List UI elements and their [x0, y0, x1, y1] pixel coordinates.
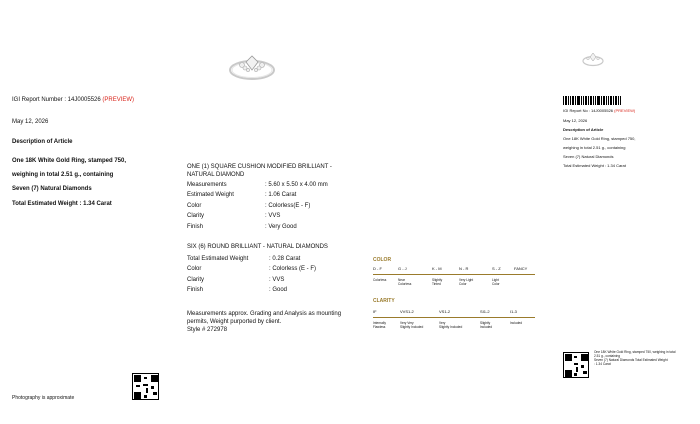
- section1-title-line2: NATURAL DIAMOND: [187, 172, 245, 178]
- right-description-line-3: Seven (7) Natural Diamonds: [563, 154, 614, 159]
- clarity-desc: Very Slightly Included: [439, 321, 463, 329]
- clarity-scale: [373, 309, 535, 329]
- ring-photo-main: [224, 50, 280, 84]
- grading-note: [187, 310, 341, 334]
- section1-row: [187, 212, 367, 222]
- clarity-grades: [373, 309, 535, 316]
- section1-row: [187, 191, 367, 201]
- clarity-grade: VS1-2: [439, 309, 451, 314]
- section2-row: [187, 265, 367, 275]
- row-label: Clarity: [187, 213, 205, 220]
- section1-row: [187, 181, 367, 191]
- color-scale: [373, 266, 535, 286]
- right-small-line-3: Seven (7) Natural Diamonds Total Estimated Weight: [594, 358, 668, 362]
- color-grade: FANCY: [514, 266, 528, 271]
- report-number-label: IGI Report Number : 14J0005526: [12, 97, 101, 103]
- color-grades: [373, 266, 535, 273]
- clarity-descs: [373, 321, 535, 329]
- right-small-line-1: One 18K White Gold Ring, stamped 750, weighing in total: [594, 350, 676, 354]
- clarity-desc: Slightly Included: [480, 321, 493, 329]
- description-line-2: weighing in total 2.51 g., containing: [12, 172, 114, 178]
- color-descs: [373, 278, 535, 286]
- section1-row: [187, 202, 367, 212]
- color-grade: G - J: [398, 266, 407, 271]
- row-value: : 0.28 Carat: [269, 256, 301, 262]
- clarity-scale-divider: [373, 317, 535, 318]
- color-desc: Light Color: [492, 278, 500, 286]
- section1-table: [187, 181, 367, 233]
- clarity-grade: IF: [373, 309, 377, 314]
- section1-title-line1: ONE (1) SQUARE CUSHION MODIFIED BRILLIANT -: [187, 164, 332, 170]
- row-label: Estimated Weight: [187, 192, 234, 199]
- right-description-line-2: weighing in total 2.51 g., containing: [563, 145, 626, 150]
- photo-note: Photography is approximate: [12, 395, 75, 401]
- qr-code-icon: [563, 352, 589, 378]
- row-value: : Colorless(E - F): [265, 202, 311, 209]
- right-small-line-4: : 1.34 Carat: [594, 362, 611, 366]
- right-description-heading: Description of Article: [563, 127, 604, 132]
- clarity-desc: Included: [510, 321, 523, 325]
- right-report-number: [563, 108, 635, 113]
- section1-row: [187, 223, 367, 233]
- row-value: : Colorless (E - F): [269, 266, 317, 273]
- style-number: Style # 272978: [187, 327, 228, 333]
- color-grade: K - M: [432, 266, 442, 271]
- color-grade: N - R: [459, 266, 469, 271]
- section2-table: [187, 255, 367, 297]
- row-value: : Good: [269, 287, 288, 294]
- row-label: Finish: [187, 287, 204, 294]
- section2-row: [187, 286, 367, 296]
- row-value: : VVS: [269, 276, 285, 283]
- color-desc: [514, 278, 535, 286]
- color-desc: Near Colorless: [398, 278, 412, 286]
- row-value: : 1.06 Carat: [265, 192, 297, 199]
- row-label: Clarity: [187, 276, 205, 283]
- grading-note-line2: permits, Weight purported by client.: [187, 319, 282, 325]
- clarity-desc: Very Very Slightly Included: [400, 321, 424, 329]
- row-value: : 5.60 x 5.50 x 4.00 mm: [265, 182, 328, 188]
- section2-title: SIX (6) ROUND BRILLIANT - NATURAL DIAMONDS: [187, 244, 328, 250]
- color-grade: S - Z: [492, 266, 501, 271]
- right-preview-tag: (PREVIEW): [614, 108, 636, 113]
- preview-tag: (PREVIEW): [102, 97, 135, 103]
- row-value: : Very Good: [265, 223, 297, 230]
- color-scale-heading: COLOR: [373, 257, 392, 263]
- color-scale-divider: [373, 274, 535, 275]
- report-number: [12, 96, 134, 104]
- section2-row: [187, 276, 367, 286]
- ring-photo-icon: [580, 50, 606, 68]
- description-line-4: Total Estimated Weight : 1.34 Carat: [12, 201, 112, 207]
- color-desc: Very Light Color: [459, 278, 474, 286]
- row-label: Finish: [187, 223, 204, 230]
- color-grade: D - F: [373, 266, 382, 271]
- report-date: May 12, 2026: [12, 119, 49, 125]
- row-value: : VVS: [265, 213, 281, 220]
- section1-title: [187, 163, 332, 179]
- right-small-description: [594, 350, 694, 366]
- right-small-line-2: 2.51 g., containing: [594, 354, 621, 358]
- grading-note-line1: Measurements approx. Grading and Analysis as mounting: [187, 311, 342, 317]
- ring-photo-icon: [224, 50, 280, 84]
- description-line-3: Seven (7) Natural Diamonds: [12, 186, 92, 192]
- description-line-1: One 18K White Gold Ring, stamped 750,: [12, 158, 127, 164]
- right-date: May 12, 2026: [563, 118, 588, 123]
- clarity-grade: VVS1-2: [400, 309, 414, 314]
- section2-row: [187, 255, 367, 265]
- color-desc: Slightly Tinted: [432, 278, 443, 286]
- right-report-number-label: IGI Report No : 14J0005526: [563, 108, 614, 113]
- row-label: Total Estimated Weight: [187, 256, 249, 262]
- clarity-grade: I1-3: [510, 309, 517, 314]
- description-heading: Description of Article: [12, 139, 73, 145]
- row-label: Color: [187, 266, 202, 273]
- color-desc: Colorless: [373, 278, 387, 282]
- clarity-scale-heading: CLARITY: [373, 298, 395, 304]
- row-label: Measurements: [187, 182, 227, 188]
- right-description-line-4: Total Estimated Weight : 1.34 Carat: [563, 163, 626, 168]
- row-label: Color: [187, 202, 202, 209]
- right-description-line-1: One 18K White Gold Ring, stamped 750,: [563, 136, 636, 141]
- clarity-grade: SI1-2: [480, 309, 490, 314]
- barcode-icon: [563, 96, 622, 105]
- qr-code-icon: [132, 373, 159, 400]
- clarity-desc: Internally Flawless: [373, 321, 386, 329]
- ring-photo-small: [580, 50, 606, 68]
